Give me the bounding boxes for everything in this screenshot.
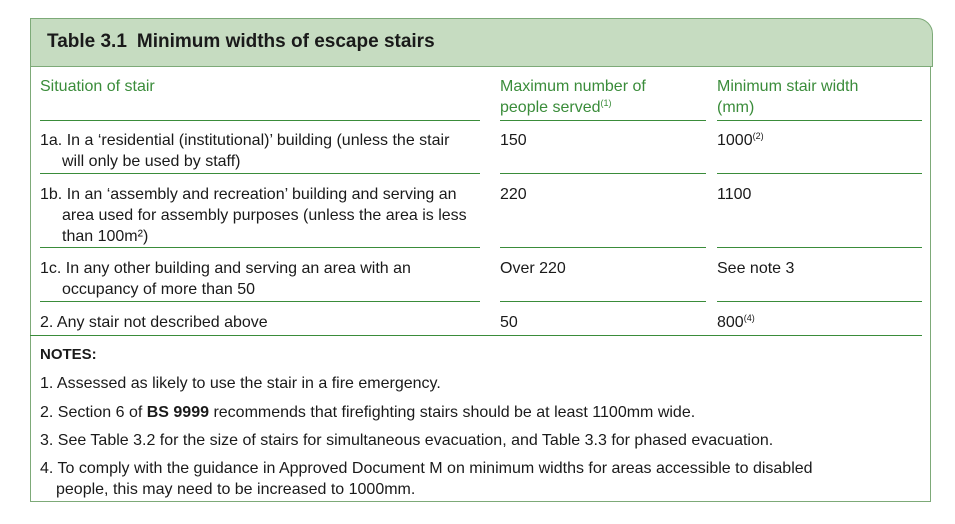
row-1b-situation [40, 184, 490, 247]
row-1c-situation-line1: 1c. In any other building and serving an area with an [40, 260, 411, 277]
header-min-width-line1: Minimum stair width [717, 78, 859, 95]
header-rule-max-people [500, 120, 706, 121]
note-2-after: recommends that firefighting stairs should be at least 1100mm wide. [209, 404, 696, 421]
row-1b-situation-line2: area used for assembly purposes (unless the area is less [62, 207, 467, 224]
table-title-text: Minimum widths of escape stairs [136, 31, 435, 52]
row-1a-rule [500, 173, 706, 174]
header-rule-situation [40, 120, 480, 121]
row-1a-min-width-value: 1000 [717, 132, 753, 149]
row-1c-max-people: Over 220 [500, 260, 566, 277]
row-1c-situation-line2: occupancy of more than 50 [62, 281, 256, 298]
header-max-people-footnote: (1) [600, 98, 612, 108]
header-min-width [717, 76, 858, 118]
row-1a-situation-line1: 1a. In a ‘residential (institutional)’ building (unless the stair [40, 132, 450, 149]
header-max-people [500, 76, 646, 118]
note-4 [40, 458, 900, 500]
row-2-max-people: 50 [500, 314, 518, 331]
row-1b-rule [717, 247, 922, 248]
row-1a-rule [717, 173, 922, 174]
row-1c-min-width: See note 3 [717, 260, 795, 277]
header-min-width-line2: (mm) [717, 99, 755, 116]
row-1a-situation [40, 130, 490, 172]
table-bottom-rule [30, 335, 922, 336]
row-1b-max-people: 220 [500, 186, 527, 203]
row-1a-max-people: 150 [500, 132, 527, 149]
row-1a-footnote: (2) [752, 131, 764, 141]
note-1: 1. Assessed as likely to use the stair in a fire emergency. [40, 375, 441, 392]
row-1b-rule [40, 247, 480, 248]
row-2-min-width-value: 800 [717, 314, 744, 331]
note-4-line2: people, this may need to be increased to 1000mm. [56, 481, 416, 498]
row-2-footnote: (4) [743, 313, 755, 323]
row-1b-rule [500, 247, 706, 248]
row-1b-situation-line3: than 100m²) [62, 228, 149, 245]
note-2-before: 2. Section 6 of [40, 404, 147, 421]
header-max-people-line1: Maximum number of [500, 78, 646, 95]
notes-heading: NOTES: [40, 346, 97, 363]
row-1b-min-width: 1100 [717, 186, 752, 203]
note-3: 3. See Table 3.2 for the size of stairs for simultaneous evacuation, and Table 3.3 for phased evacuation. [40, 432, 774, 449]
header-rule-min-width [717, 120, 922, 121]
row-1c-rule [500, 301, 706, 302]
table-number: Table 3.1 [47, 31, 127, 52]
header-situation: Situation of stair [40, 78, 155, 95]
row-1c-rule [40, 301, 480, 302]
note-4-line1: 4. To comply with the guidance in Approved Document M on minimum widths for areas accessible to disabled [40, 460, 813, 477]
header-max-people-line2: people served [500, 99, 601, 116]
row-1a-situation-line2: will only be used by staff) [62, 153, 241, 170]
row-2-min-width [717, 312, 755, 333]
row-1a-rule [40, 173, 480, 174]
table-title [47, 31, 435, 53]
row-1c-situation [40, 258, 490, 300]
row-2-situation: 2. Any stair not described above [40, 314, 268, 331]
note-2-standard: BS 9999 [146, 404, 209, 421]
row-1b-situation-line1: 1b. In an ‘assembly and recreation’ building and serving an [40, 186, 457, 203]
row-1a-min-width [717, 130, 764, 151]
note-2 [40, 402, 900, 423]
row-1c-rule [717, 301, 922, 302]
table-title-bar [30, 18, 933, 67]
